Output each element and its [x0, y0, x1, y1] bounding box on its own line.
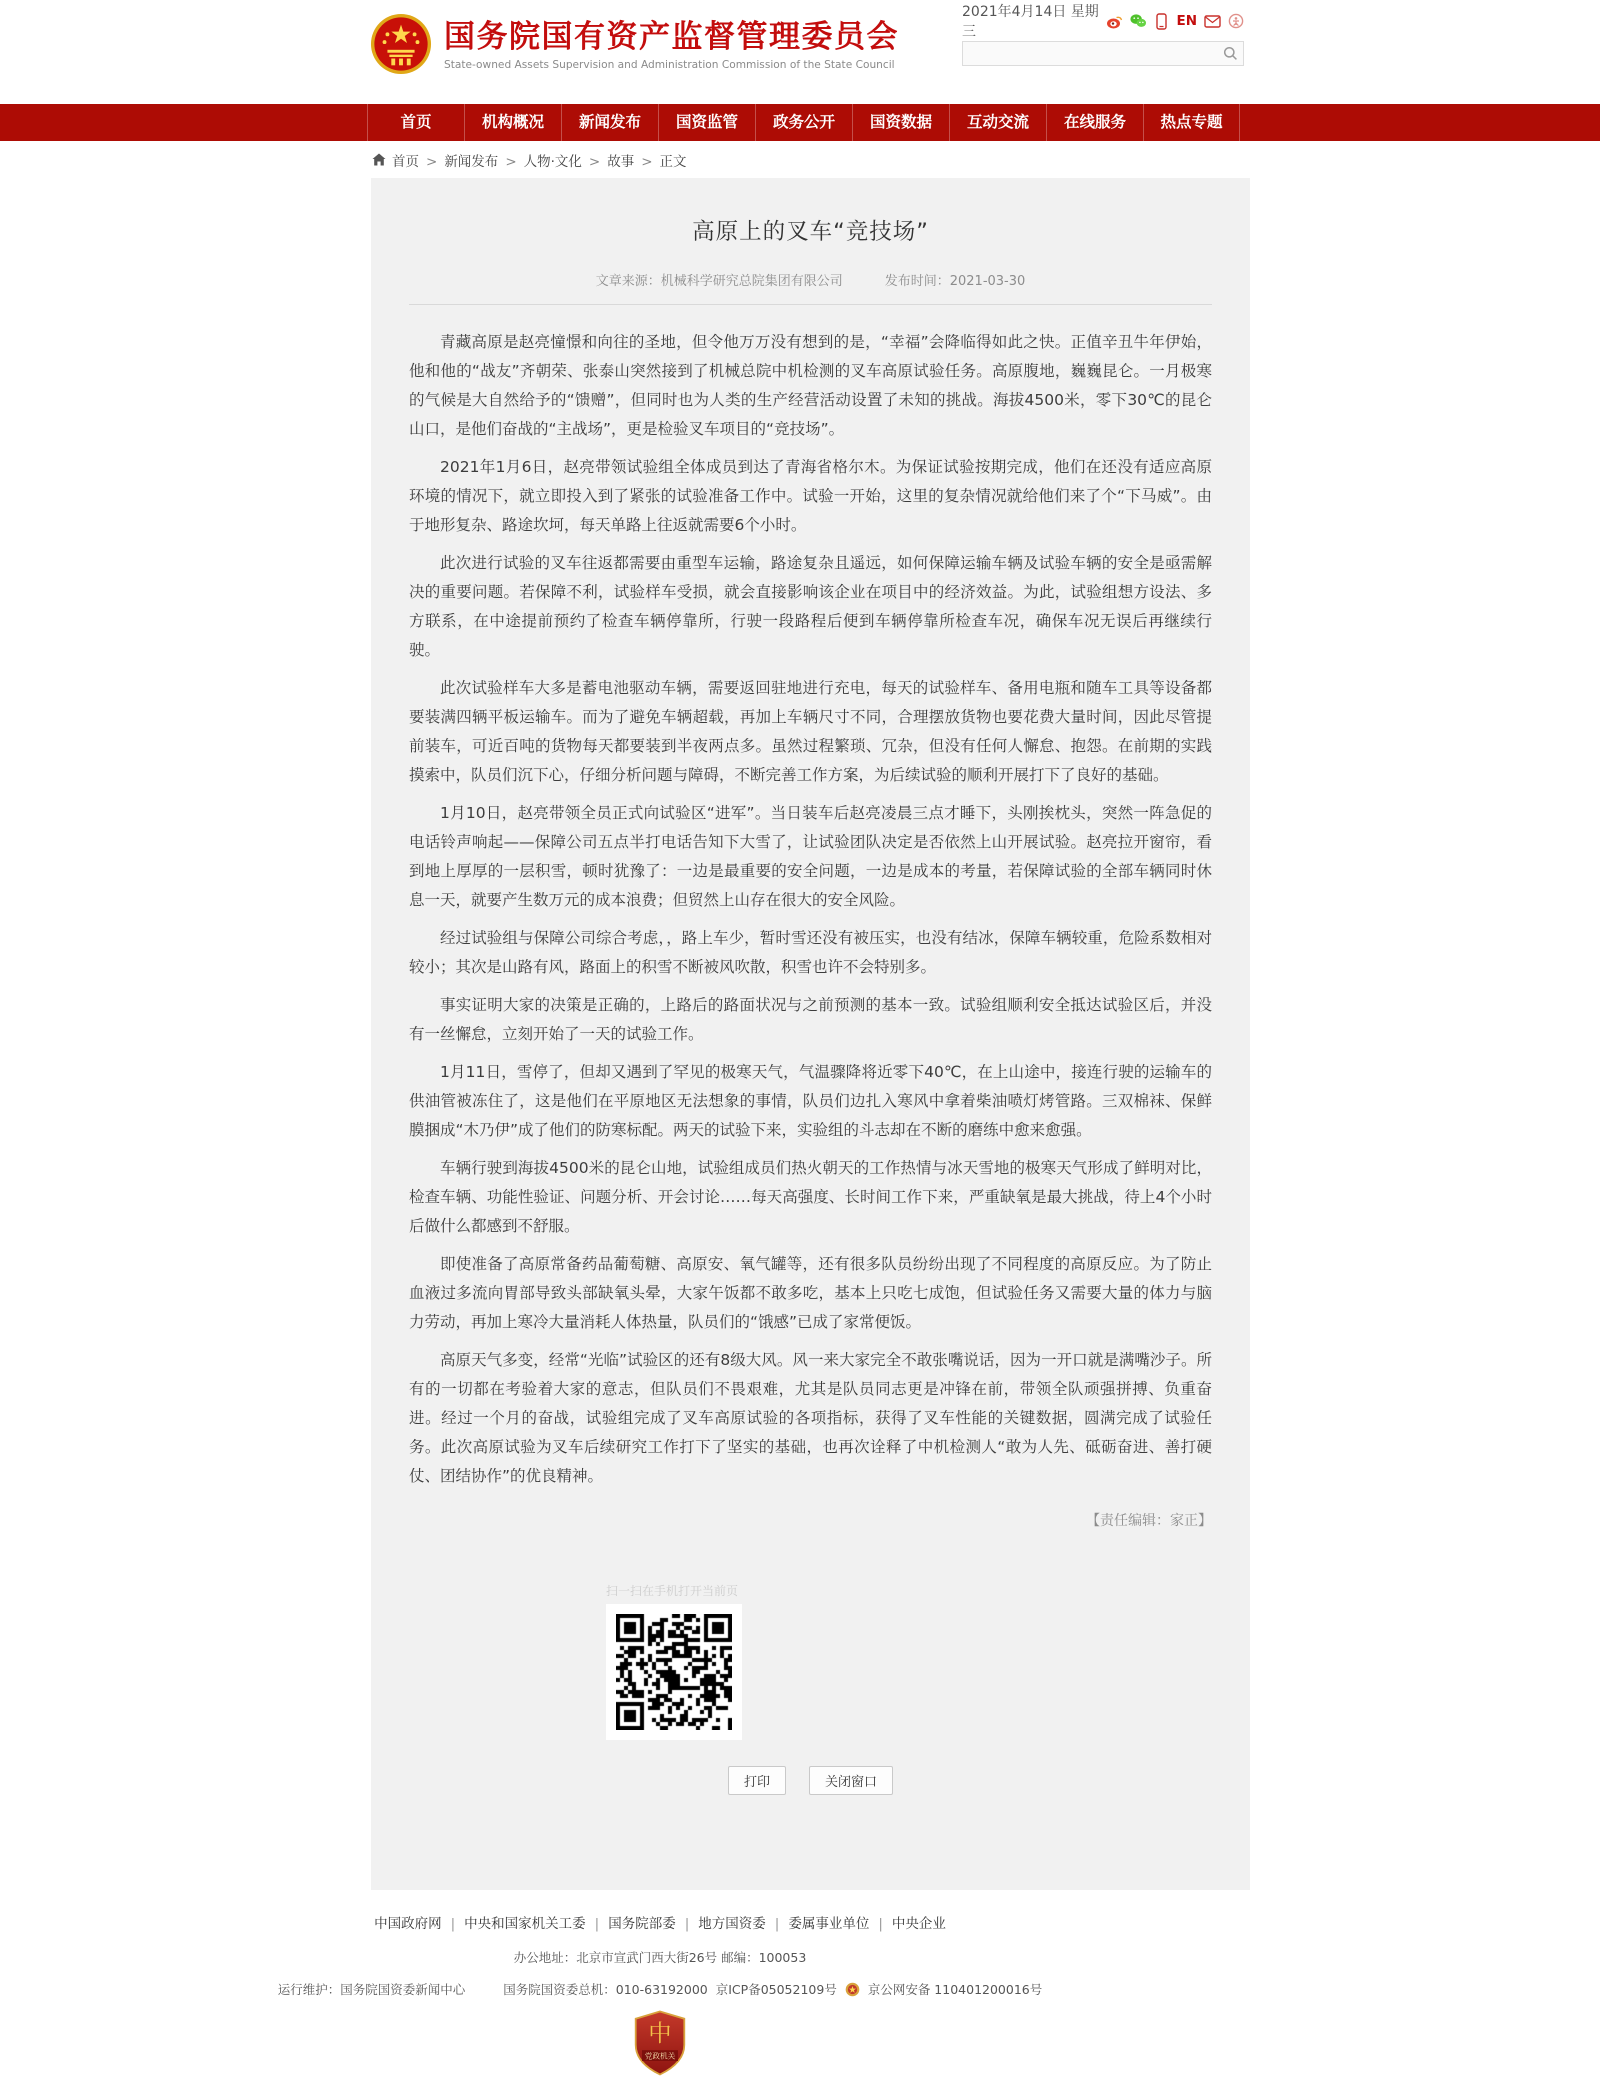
wechat-icon[interactable] [1130, 13, 1147, 30]
breadcrumb-separator: > [588, 153, 601, 170]
footer-link-gov-cn[interactable]: 中国政府网 [374, 1916, 442, 1932]
home-icon [372, 153, 386, 166]
footer-meta [0, 1980, 1320, 1998]
article-paragraph: 车辆行驶到海拔4500米的昆仑山地，试验组成员们热火朝天的工作热情与冰天雪地的极寒天气形成了鲜明对比，检查车辆、功能性验证、问题分析、开会讨论……每天高强度、长时间工作下来，严重缺氧是最大挑战，待上4个小时后做什么都感到不舒服。 [409, 1159, 1212, 1235]
nav-item-supervision[interactable]: 国资监管 [658, 104, 755, 141]
current-date: 2021年4月14日 星期三 [962, 4, 1099, 40]
article-paragraph: 此次试验样车大多是蓄电池驱动车辆，需要返回驻地进行充电，每天的试验样车、备用电瓶和随车工具等设备都要装满四辆平板运输车。而为了避免车辆超载，再加上车辆尺寸不同，合理摆放货物也要花费大量时间，因此尽管提前装车，可近百吨的货物每天都要装到半夜两点多。虽然过程繁琐、冗杂，但没有任何人懈怠、抱怨。在前期的实践摸索中，队员们沉下心，仔细分析问题与障碍，不断完善工作方案，为后续试验的顺利开展打下了良好的基础。 [409, 679, 1212, 784]
nav-item-home[interactable]: 首页 [367, 104, 464, 141]
site-logo[interactable] [370, 13, 899, 75]
article-paragraph: 2021年1月6日，赵亮带领试验组全体成员到达了青海省格尔木。为保证试验按期完成，他们在还没有适应高原环境的情况下，就立即投入到了紧张的试验准备工作中。试验一开始，这里的复杂情况就给他们来了个“下马威”。由于地形复杂、路途坎坷，每天单路上往返就需要6个小时。 [409, 458, 1212, 534]
breadcrumb-separator: > [641, 153, 653, 170]
footer-maintenance: 运行维护：国务院国资委新闻中心 [277, 1982, 466, 1997]
header-utility [962, 4, 1244, 66]
police-record-link[interactable]: 京公网安备 110401200016号 [867, 1982, 1043, 1997]
search-input[interactable] [963, 43, 1217, 64]
breadcrumb-item-story[interactable]: 故事 [607, 153, 635, 170]
weibo-icon[interactable] [1106, 13, 1123, 30]
breadcrumb-separator: > [426, 153, 438, 170]
footer-phone: 国务院国资委总机：010-63192000 [503, 1982, 708, 1997]
article-card [371, 178, 1250, 1890]
article-paragraph: 1月10日，赵亮带领全员正式向试验区“进军”。当日装车后赵亮凌晨三点才睡下，头刚挨枕头，突然一阵急促的电话铃声响起——保障公司五点半打电话告知下大雪了，让试验团队决定是否依然上山开展试验。赵亮拉开窗帘，看到地上厚厚的一层积雪，顿时犹豫了：一边是最重要的安全问题，一边是成本的考量，若保障试验的全部车辆同时休息一天，就要产生数万元的成本浪费；但贸然上山存在很大的安全风险。 [409, 804, 1212, 909]
footer-links [0, 1912, 1320, 1932]
breadcrumb-items [392, 150, 687, 170]
article-title: 高原上的叉车“竞技场” [692, 219, 929, 245]
footer-link-separator: | [684, 1916, 690, 1932]
site-title: 国务院国有资产监督管理委员会 [444, 18, 899, 55]
publish-label: 发布时间： [884, 274, 950, 289]
breadcrumb [0, 141, 1600, 178]
source-value: 机械科学研究总院集团有限公司 [660, 274, 843, 289]
editor-note: 【责任编辑：家正】 [1086, 1513, 1212, 1529]
breadcrumb-item-home[interactable]: 首页 [392, 153, 419, 170]
footer-link-central-enterprises[interactable]: 中央企业 [891, 1916, 946, 1932]
qr-code [606, 1604, 742, 1740]
footer-link-separator: | [774, 1916, 780, 1932]
footer-link-local-sasac[interactable]: 地方国资委 [698, 1916, 766, 1932]
nav-item-interaction[interactable]: 互动交流 [949, 104, 1046, 141]
article-paragraph: 此次进行试验的叉车往返都需要由重型车运输，路途复杂且遥远，如何保障运输车辆及试验车辆的安全是亟需解决的重要问题。若保障不利，试验样车受损，就会直接影响该企业在项目中的经济效益。为此，试验组想方设法、多方联系，在中途提前预约了检查车辆停靠所，行驶一段路程后便到车辆停靠所检查车况，确保车况无误后再继续行驶。 [409, 554, 1212, 659]
footer-address: 办公地址：北京市宣武门西大街26号 邮编：100053 [513, 1950, 807, 1965]
english-version-link[interactable]: EN [1176, 13, 1197, 29]
main-nav [0, 104, 1600, 141]
close-window-button[interactable]: 关闭窗口 [809, 1766, 893, 1795]
breadcrumb-item-people-culture[interactable]: 人物·文化 [523, 153, 582, 170]
nav-item-gov-affairs[interactable]: 政务公开 [755, 104, 852, 141]
article-paragraph: 经过试验组与保障公司综合考虑，，路上车少，暂时雪还没有被压实，也没有结冰，保障车辆较重，危险系数相对较小；其次是山路有风，路面上的积雪不断被风吹散，积雪也许不会特别多。 [409, 929, 1212, 976]
article-paragraph: 1月11日，雪停了，但却又遇到了罕见的极寒天气，气温骤降将近零下40℃，在上山途中，接连行驶的运输车的供油管被冻住了，这是他们在平原地区无法想象的事情，队员们边扎入寒风中拿着柴油喷灯烤管路。三双棉袜、保鲜膜捆成“木乃伊”成了他们的防寒标配。两天的试验下来，实验组的斗志却在不断的磨练中愈来愈强。 [409, 1063, 1212, 1139]
badge-label-slot: 党政机关 [644, 2051, 676, 2061]
mobile-icon[interactable] [1154, 13, 1169, 30]
breadcrumb-separator: > [505, 153, 517, 170]
article-paragraph: 事实证明大家的决策是正确的，上路后的路面状况与之前预测的基本一致。试验组顺利安全抵达试验区后，并没有一丝懈怠，立刻开始了一天的试验工作。 [409, 996, 1212, 1043]
footer-link-separator: | [878, 1916, 883, 1932]
government-site-badge[interactable] [633, 2010, 687, 2076]
nav-item-hot-topics[interactable]: 热点专题 [1143, 104, 1240, 141]
footer-link-central-state-organs[interactable]: 中央和国家机关工委 [464, 1916, 586, 1932]
article-body [371, 305, 1250, 1491]
footer-link-separator: | [594, 1916, 600, 1932]
footer-link-affiliated-institutions[interactable]: 委属事业单位 [788, 1916, 870, 1932]
site-subtitle: State-owned Assets Supervision and Administration Commission of the State Council [444, 58, 895, 71]
site-header [0, 0, 1600, 104]
qr-caption: 扫一扫在手机打开当前页 [606, 1584, 739, 1598]
article-paragraph: 高原天气多变，经常“光临”试验区的还有8级大风。风一来大家完全不敢张嘴说话，因为一开口就是满嘴沙子。所有的一切都在考验着大家的意志，但队员们不畏艰难，尤其是队员同志更是冲锋在前，带领全队顽强拼搏、负重奋进。经过一个月的奋战，试验组完成了叉车高原试验的各项指标，获得了叉车性能的关键数据，圆满完成了试验任务。此次高原试验为叉车后续研究工作打下了坚实的基础，也再次诠释了中机检测人“敢为人先、砥砺奋进、善打硬仗、团结协作”的优良精神。 [409, 1351, 1212, 1485]
qr-section [606, 1582, 756, 1740]
footer-icp: 京ICP备05052109号 [715, 1982, 837, 1997]
accessibility-icon[interactable] [1228, 13, 1244, 30]
print-button[interactable]: 打印 [728, 1766, 786, 1795]
footer-link-state-council-depts[interactable]: 国务院部委 [608, 1916, 676, 1932]
nav-item-online-service[interactable]: 在线服务 [1046, 104, 1143, 141]
source-label: 文章来源： [595, 274, 661, 289]
national-emblem-icon [370, 13, 432, 75]
footer-link-separator: | [450, 1916, 456, 1932]
nav-item-news[interactable]: 新闻发布 [561, 104, 658, 141]
article-paragraph: 即使准备了高原常备药品葡萄糖、高原安、氧气罐等，还有很多队员纷纷出现了不同程度的高原反应。为了防止血液过多流向胃部导致头部缺氧头晕，大家午饭都不敢多吃，基本上只吃七成饱，但试验任务又需要大量的体力与脑力劳动，再加上寒冷大量消耗人体热量，队员们的“饿感”已成了家常便饭。 [409, 1255, 1212, 1331]
breadcrumb-item-current: 正文 [659, 153, 687, 170]
police-badge-icon [845, 1982, 860, 1997]
nav-item-data[interactable]: 国资数据 [852, 104, 949, 141]
article-meta [371, 270, 1250, 289]
publish-date: 2021-03-30 [949, 274, 1026, 289]
article-actions [371, 1766, 1250, 1795]
search-box [962, 41, 1244, 66]
breadcrumb-item-news[interactable]: 新闻发布 [444, 153, 499, 170]
svg-text:中: 中 [648, 2019, 672, 2048]
nav-item-about[interactable]: 机构概况 [464, 104, 561, 141]
article-paragraph: 青藏高原是赵亮憧憬和向往的圣地，但令他万万没有想到的是，“幸福”会降临得如此之快。正值辛丑牛年伊始，他和他的“战友”齐朝荣、张泰山突然接到了机械总院中机检测的叉车高原试验任务。高原腹地，巍巍昆仑。一月极寒的气候是大自然给予的“馈赠”，但同时也为人类的生产经营活动设置了未知的挑战。海拔4500米，零下30℃的昆仑山口，是他们奋战的“主战场”，更是检验叉车项目的“竞技场”。 [409, 333, 1212, 438]
qr-code-canvas [616, 1614, 732, 1730]
mail-icon[interactable] [1204, 13, 1221, 30]
search-icon[interactable] [1217, 42, 1243, 65]
